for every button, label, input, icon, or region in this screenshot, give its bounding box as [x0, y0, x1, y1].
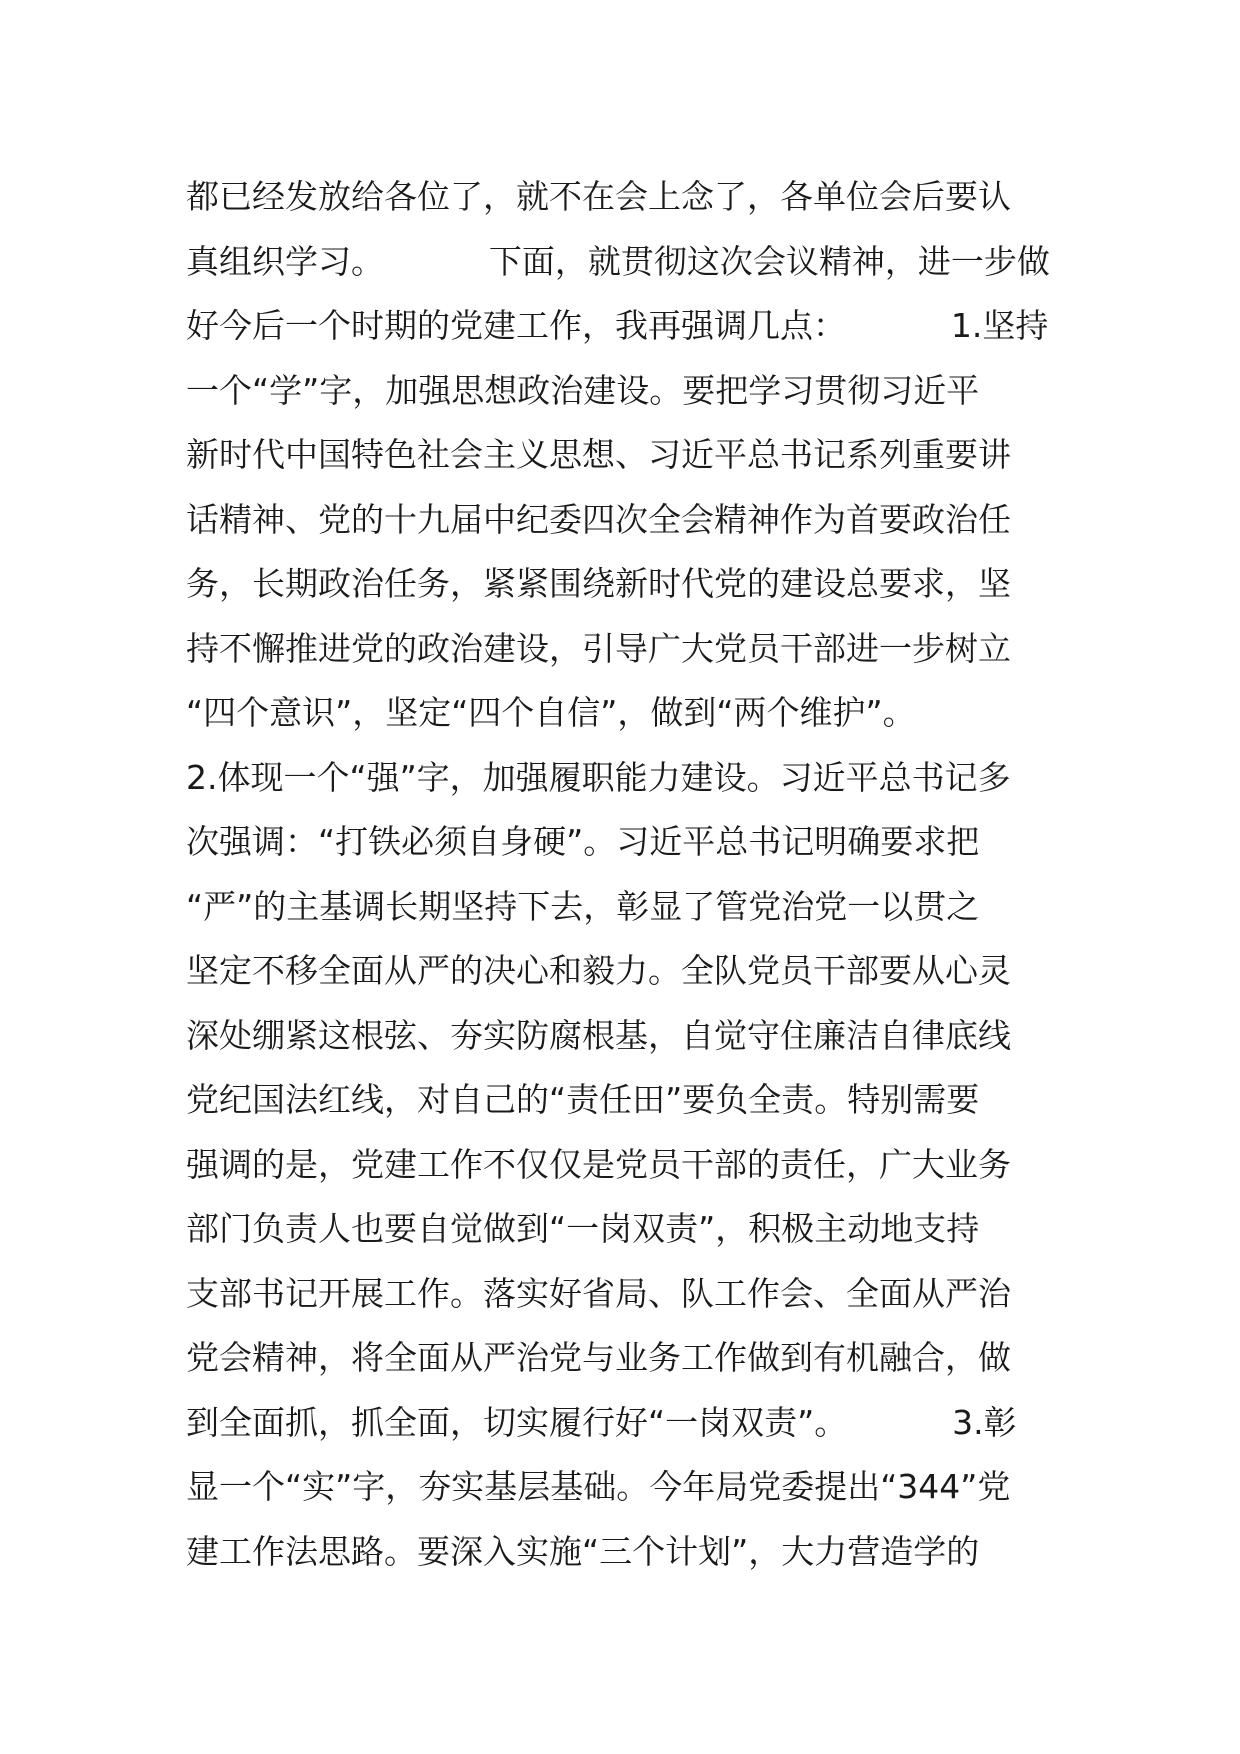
- text-line: 持不懈推进党的政治建设，引导广大党员干部进一步树立: [186, 628, 1011, 668]
- text-line: 话精神、党的十九届中纪委四次全会精神作为首要政治任: [186, 499, 1011, 539]
- text-line: 都已经发放给各位了，就不在会上念了，各单位会后要认: [186, 177, 1011, 216]
- text-line: 显一个“实”字，夯实基层基础。今年局党委提出“344”党: [186, 1467, 1011, 1506]
- text-line: 深处绷紧这根弦、夯实防腐根基，自觉守住廉洁自律底线: [186, 1015, 1011, 1055]
- text-line: 党会精神，将全面从严治党与业务工作做到有机融合，做: [186, 1338, 1011, 1377]
- text-line: 建工作法思路。要深入实施“三个计划”，大力营造学的: [186, 1531, 980, 1571]
- text-line: 务，长期政治任务，紧紧围绕新时代党的建设总要求，坚: [186, 564, 1011, 603]
- text-line: 强调的是，党建工作不仅仅是党员干部的责任，广大业务: [186, 1144, 1011, 1184]
- text-line: 坚定不移全面从严的决心和毅力。全队党员干部要从心灵: [186, 951, 1011, 990]
- text-line: 一个“学”字，加强思想政治建设。要把学习贯彻习近平: [186, 370, 980, 410]
- text-line: 党纪国法红线，对自己的“责任田”要负全责。特别需要: [186, 1080, 980, 1119]
- text-line: 部门负责人也要自觉做到“一岗双责”，积极主动地支持: [186, 1209, 980, 1248]
- body-text: [186, 165, 1066, 1584]
- text-line: 到全面抓，抓全面，切实履行好“一岗双责”。 3.彰: [186, 1402, 1017, 1442]
- text-line: “严”的主基调长期坚持下去，彰显了管党治党一以贯之: [186, 886, 980, 926]
- text-line: 新时代中国特色社会主义思想、习近平总书记系列重要讲: [186, 435, 1011, 474]
- text-line: 好今后一个时期的党建工作，我再强调几点： 1.坚持: [186, 306, 1049, 345]
- text-line: 2.体现一个“强”字，加强履职能力建设。习近平总书记多: [186, 757, 1011, 797]
- text-line: 次强调：“打铁必须自身硬”。习近平总书记明确要求把: [186, 822, 980, 861]
- text-line: 支部书记开展工作。落实好省局、队工作会、全面从严治: [186, 1273, 1011, 1313]
- text-line: “四个意识”，坚定“四个自信”，做到“两个维护”。: [186, 693, 916, 732]
- text-line: 真组织学习。 下面，就贯彻这次会议精神，进一步做: [186, 241, 1050, 281]
